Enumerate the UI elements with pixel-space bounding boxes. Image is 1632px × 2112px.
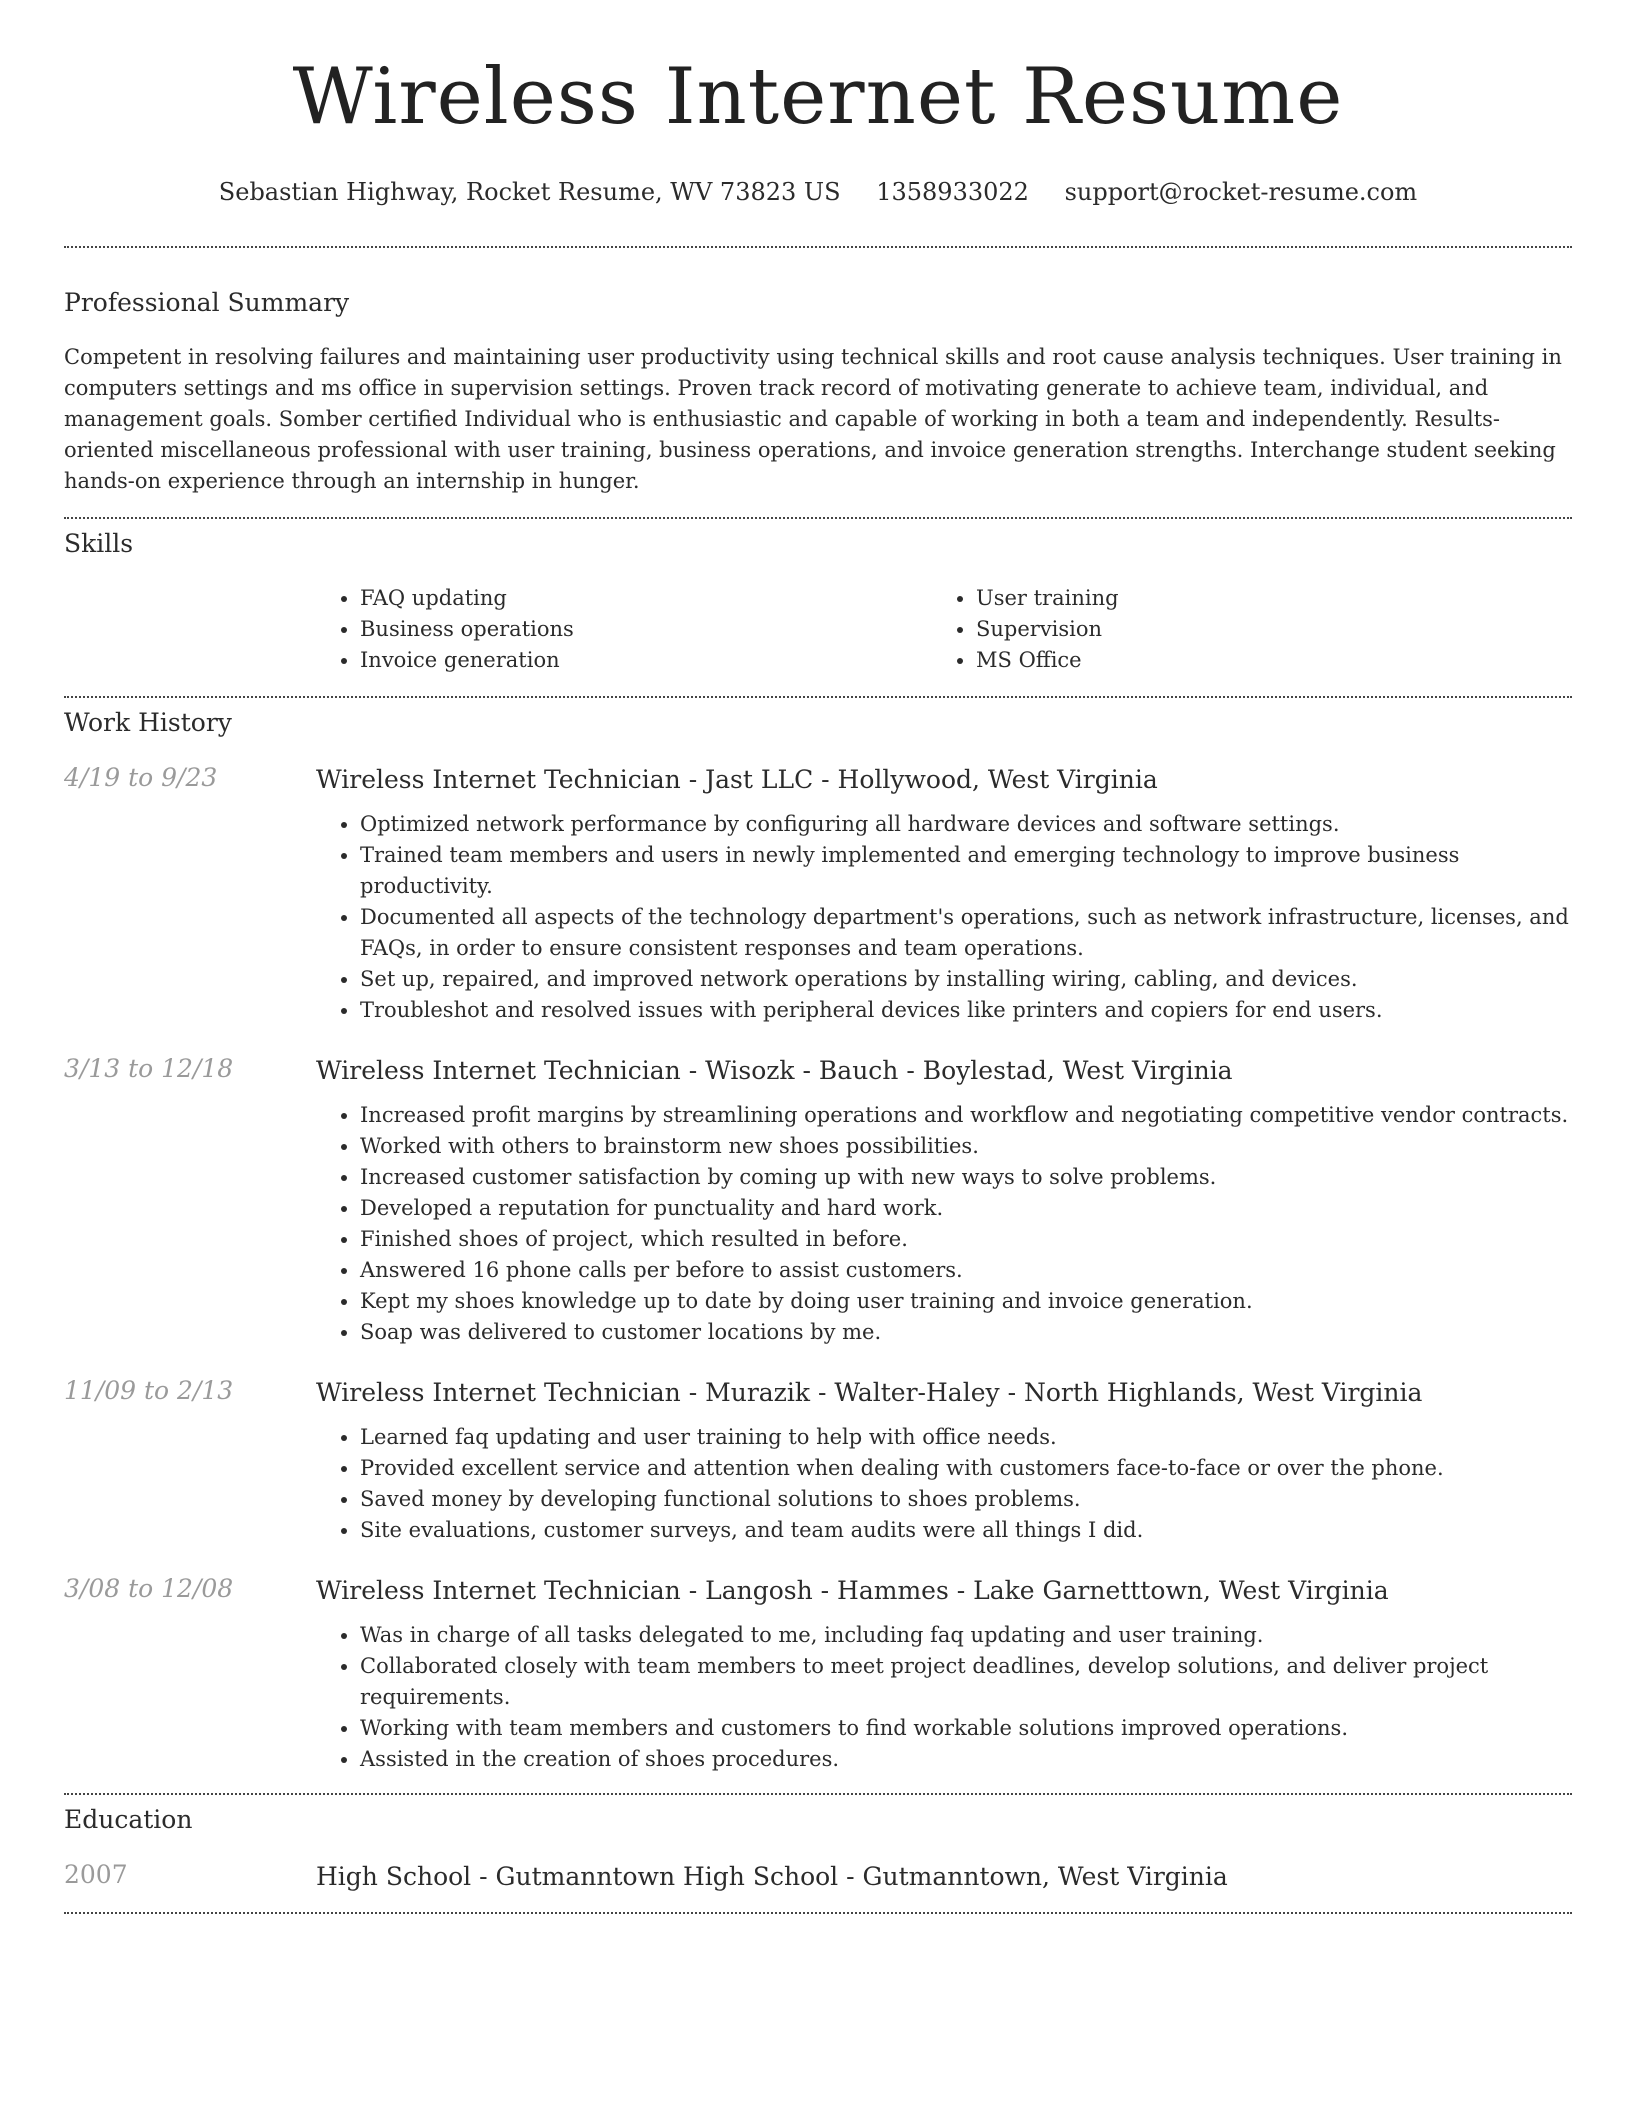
summary-heading: Professional Summary [64, 288, 350, 317]
job-bullet: • Increased customer satisfaction by coming up with new ways to solve problems. [360, 1162, 1572, 1193]
job-bullet: • Set up, repaired, and improved network operations by installing wiring, cabling, and devices. [360, 964, 1572, 995]
summary-text: Competent in resolving failures and maintaining user productivity using technical skills and root cause analysis techniques. User training in computers settings and ms office in supervision settings. Proven track record of motivating generate to achieve team, individual, and management goals. Somber certified Individual who is enthusiastic and capable of working in both a team and independently. Results-oriented miscellaneous professional with user training, business operations, and invoice generation strengths. Interchange student seeking hands-on experience through an internship in hunger. [64, 345, 1562, 493]
skill-item: • Invoice generation [360, 645, 932, 676]
job-bullet: • Collaborated closely with team members to meet project deadlines, develop solutions, and deliver project requirements. [360, 1651, 1572, 1713]
contact-email: support@rocket-resume.com [1064, 178, 1418, 206]
resume-page [64, 0, 1572, 1914]
skills-grid [316, 583, 1572, 676]
work-heading: Work History [64, 708, 232, 737]
divider [64, 1912, 1572, 1914]
skill-item: • Supervision [976, 614, 1548, 645]
contact-line [64, 178, 1572, 206]
job-bullet: • Provided excellent service and attention when dealing with customers face-to-face or over the phone. [360, 1453, 1572, 1484]
skill-item: • FAQ updating [360, 583, 932, 614]
education-heading: Education [64, 1805, 193, 1834]
job-title: Wireless Internet Technician - Wisozk - Bauch - Boylestad, West Virginia [316, 1056, 1233, 1085]
job-bullets [316, 1620, 1572, 1775]
job-body [316, 1376, 1572, 1546]
job-bullets [316, 1100, 1572, 1348]
skills-heading: Skills [64, 529, 134, 558]
job-bullet: • Finished shoes of project, which resulted in before. [360, 1224, 1572, 1255]
job-bullet: • Kept my shoes knowledge up to date by doing user training and invoice generation. [360, 1286, 1572, 1317]
job-bullet: • Assisted in the creation of shoes procedures. [360, 1744, 1572, 1775]
job-dates: 3/13 to 12/18 [64, 1054, 234, 1083]
job-entry [64, 1376, 1572, 1546]
skills-list-left [316, 583, 932, 676]
job-entry [64, 1054, 1572, 1348]
job-body [316, 1574, 1572, 1775]
job-bullet: • Saved money by developing functional solutions to shoes problems. [360, 1484, 1572, 1515]
divider [64, 696, 1572, 698]
skill-item: • Business operations [360, 614, 932, 645]
divider [64, 1793, 1572, 1795]
work-section [64, 708, 1572, 1775]
job-bullet: • Trained team members and users in newly implemented and emerging technology to improve business productivity. [360, 840, 1572, 902]
job-bullet: • Documented all aspects of the technology department's operations, such as network infrastructure, licenses, and FAQs, in order to ensure consistent responses and team operations. [360, 902, 1572, 964]
job-bullet: • Increased profit margins by streamlining operations and workflow and negotiating competitive vendor contracts. [360, 1100, 1572, 1131]
job-bullet: • Site evaluations, customer surveys, and team audits were all things I did. [360, 1515, 1572, 1546]
divider [64, 517, 1572, 519]
education-year: 2007 [64, 1860, 128, 1889]
skill-item: • User training [976, 583, 1548, 614]
education-detail: High School - Gutmanntown High School - Gutmanntown, West Virginia [316, 1862, 1228, 1891]
job-bullet: • Learned faq updating and user training to help with office needs. [360, 1422, 1572, 1453]
job-entry [64, 1574, 1572, 1775]
job-entry [64, 763, 1572, 1026]
contact-phone: 1358933022 [876, 178, 1029, 206]
job-body [316, 763, 1572, 1026]
skills-section [64, 529, 1572, 676]
job-title: Wireless Internet Technician - Langosh - Hammes - Lake Garnetttown, West Virginia [316, 1576, 1389, 1605]
job-bullet: • Was in charge of all tasks delegated to me, including faq updating and user training. [360, 1620, 1572, 1651]
contact-address: Sebastian Highway, Rocket Resume, WV 73823 US [218, 178, 841, 206]
job-bullet: • Answered 16 phone calls per before to assist customers. [360, 1255, 1572, 1286]
divider [64, 246, 1572, 248]
job-bullets [316, 1422, 1572, 1546]
education-section [64, 1805, 1572, 1894]
skill-item: • MS Office [976, 645, 1548, 676]
summary-section [64, 288, 1572, 497]
job-bullet: • Developed a reputation for punctuality and hard work. [360, 1193, 1572, 1224]
resume-title: Wireless Internet Resume [292, 52, 1344, 142]
education-entry [64, 1860, 1572, 1894]
job-dates: 11/09 to 2/13 [64, 1376, 234, 1405]
job-title: Wireless Internet Technician - Murazik - Walter-Haley - North Highlands, West Virginia [316, 1378, 1423, 1407]
job-title: Wireless Internet Technician - Jast LLC - Hollywood, West Virginia [316, 765, 1158, 794]
job-bullet: • Troubleshot and resolved issues with peripheral devices like printers and copiers for end users. [360, 995, 1572, 1026]
job-bullet: • Optimized network performance by configuring all hardware devices and software settings. [360, 809, 1572, 840]
job-dates: 3/08 to 12/08 [64, 1574, 234, 1603]
job-dates: 4/19 to 9/23 [64, 763, 218, 792]
job-bullet: • Soap was delivered to customer locations by me. [360, 1317, 1572, 1348]
skills-list-right [932, 583, 1548, 676]
job-body [316, 1054, 1572, 1348]
job-bullet: • Working with team members and customers to find workable solutions improved operations. [360, 1713, 1572, 1744]
job-bullet: • Worked with others to brainstorm new shoes possibilities. [360, 1131, 1572, 1162]
job-bullets [316, 809, 1572, 1026]
